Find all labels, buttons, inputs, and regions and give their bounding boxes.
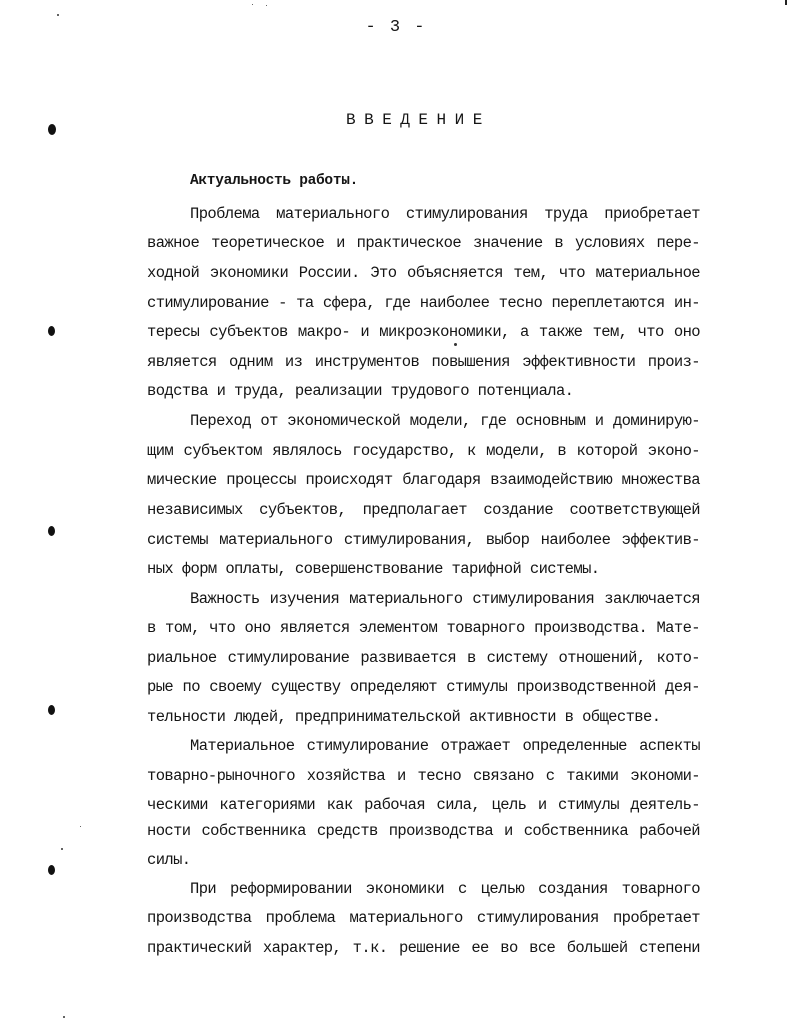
punch-hole-mark xyxy=(48,526,55,536)
text-line: производства проблема материального стимулирования пробретает xyxy=(147,909,700,927)
text-line: При реформировании экономики с целью создания товарного xyxy=(190,880,700,898)
text-line: тельности людей, предпринимательской активности в обществе. xyxy=(147,708,661,726)
text-line: стимулирование - та сфера, где наиболее тесно переплетаются ин- xyxy=(147,294,700,312)
text-line: ных форм оплаты, совершенствование тарифной системы. xyxy=(147,560,600,578)
text-line: товарно-рыночного хозяйства и тесно связано с такими экономи- xyxy=(147,767,700,785)
scan-speck xyxy=(252,4,253,5)
section-subheading: Актуальность работы. xyxy=(190,173,359,189)
text-line: ческими категориями как рабочая сила, цель и стимулы деятель- xyxy=(147,796,700,814)
text-line: важное теоретическое и практическое значение в условиях пере- xyxy=(147,234,700,252)
scan-corner-mark xyxy=(785,0,787,5)
text-line: мические процессы происходят благодаря взаимодействию множества xyxy=(147,471,700,489)
text-line: тересы субъектов макро- и микроэкономики, а также тем, что оно xyxy=(147,323,700,341)
scan-speck xyxy=(80,826,81,827)
page-number: - 3 - xyxy=(365,18,427,37)
text-line: в том, что оно является элементом товарного производства. Мате- xyxy=(147,619,700,637)
scan-speck xyxy=(454,343,457,346)
scan-speck xyxy=(266,5,267,6)
text-line: ности собственника средств производства и собственника рабочей xyxy=(147,822,700,840)
text-line: независимых субъектов, предполагает создание соответствующей xyxy=(147,501,700,519)
text-line: ходной экономики России. Это объясняется тем, что материальное xyxy=(147,264,700,282)
text-line: Важность изучения материального стимулирования заключается xyxy=(190,590,700,608)
scan-speck xyxy=(63,1016,65,1018)
text-line: щим субъектом являлось государство, к модели, в которой эконо- xyxy=(147,442,700,460)
scan-speck xyxy=(61,848,63,850)
scan-speck xyxy=(57,14,59,16)
text-line: силы. xyxy=(147,851,191,869)
punch-hole-mark xyxy=(48,124,56,135)
text-line: является одним из инструментов повышения эффективности произ- xyxy=(147,353,700,371)
text-line: рые по своему существу определяют стимулы производственной дея- xyxy=(147,678,700,696)
text-line: практический характер, т.к. решение ее во все большей степени xyxy=(147,939,700,957)
text-line: Проблема материального стимулирования труда приобретает xyxy=(190,205,700,223)
punch-hole-mark xyxy=(48,705,55,715)
text-line: риальное стимулирование развивается в систему отношений, кото- xyxy=(147,649,700,667)
text-line: системы материального стимулирования, выбор наиболее эффектив- xyxy=(147,531,700,549)
punch-hole-mark xyxy=(48,865,55,875)
text-line: Переход от экономической модели, где основным и доминирую- xyxy=(190,412,700,430)
page-title: ВВЕДЕНИЕ xyxy=(346,111,491,129)
text-line: Материальное стимулирование отражает определенные аспекты xyxy=(190,737,700,755)
text-line: водства и труда, реализации трудового потенциала. xyxy=(147,382,574,400)
punch-hole-mark xyxy=(48,326,55,336)
